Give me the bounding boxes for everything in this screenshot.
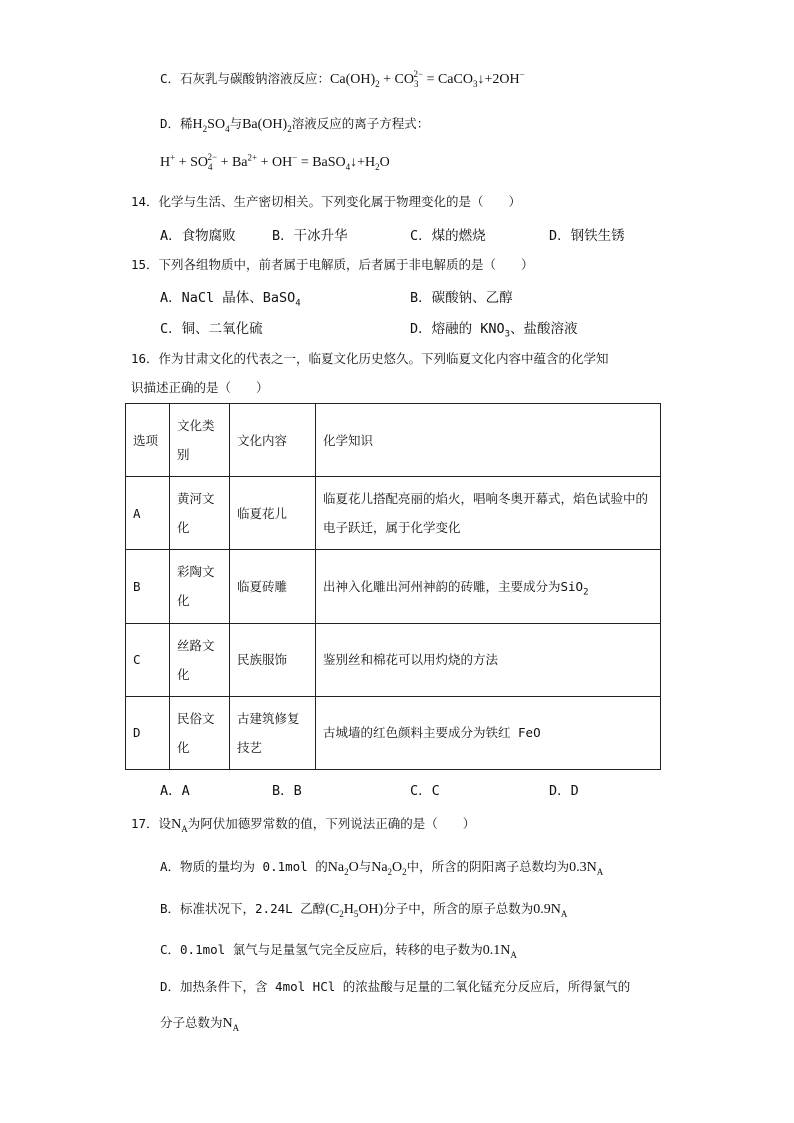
q16-option-a: A．A <box>160 783 190 799</box>
q13-d-prefix: D．稀 <box>160 116 193 131</box>
row-option: A <box>126 477 170 550</box>
header-category: 文化类别 <box>170 404 230 477</box>
q17-option-d-line1: D．加热条件下，含 4mol HCl 的浓盐酸与足量的二氧化锰充分反应后，所得氯气的 <box>160 979 631 994</box>
q13-c-text: C．石灰乳与碳酸钠溶液反应： <box>160 71 331 86</box>
q15-option-c: C．铜、二氧化硫 <box>160 321 263 337</box>
q16-option-b: B．B <box>272 783 302 799</box>
q14-option-a: A．食物腐败 <box>160 228 236 244</box>
q17-option-a: A．物质的量均为 0.1mol 的$Na_2O$与$Na_2O_2$中，所含的阴阳离子总数均为$0.3N_A$ <box>160 859 604 877</box>
q13-c-equation: $Ca(OH)_2 + CO_3^{2-}$ = CaCO$_3$↓+2OH− <box>330 69 525 89</box>
q13-d-mid: 与 <box>229 116 243 131</box>
q14-option-c: C．煤的燃烧 <box>410 228 486 244</box>
q13-d-h2so4: $H_2SO_4$ <box>192 117 230 134</box>
q14-option-d: D．钢铁生锈 <box>549 228 625 244</box>
q16-table <box>125 403 661 770</box>
row-category: 黄河文化 <box>170 477 230 550</box>
q17-option-c: C．0.1mol 氯气与足量氢气完全反应后，转移的电子数为$0.1N_A$ <box>160 942 517 960</box>
row-knowledge: 鉴别丝和棉花可以用灼烧的方法 <box>316 623 661 696</box>
q16-option-c: C．C <box>410 783 440 799</box>
table-row <box>126 696 661 769</box>
q15-option-a: A．NaCl 晶体、BaSO$_4$ <box>160 290 301 309</box>
row-category: 彩陶文化 <box>170 550 230 623</box>
table-row <box>126 550 661 623</box>
q15-option-d: D．熔融的 $KNO_3$、盐酸溶液 <box>410 321 578 340</box>
header-content: 文化内容 <box>230 404 316 477</box>
table-row <box>126 477 661 550</box>
row-knowledge: 古城墙的红色颜料主要成分为铁红 FeO <box>316 696 661 769</box>
row-category: 民俗文化 <box>170 696 230 769</box>
q13-option-d <box>160 114 429 135</box>
row-option: C <box>126 623 170 696</box>
q17-option-d-line2: 分子总数为$N_A$ <box>160 1015 240 1033</box>
row-content: 古建筑修复技艺 <box>230 696 316 769</box>
table-row <box>126 623 661 696</box>
row-content: 临夏花儿 <box>230 477 316 550</box>
row-knowledge: 出神入化雕出河州神韵的砖雕，主要成分为SiO$_2$ <box>316 550 661 623</box>
row-category: 丝路文化 <box>170 623 230 696</box>
q17-option-b: B．标准状况下，2.24L 乙醇$(C_2H_5OH)$分子中，所含的原子总数为$0.9N_A$ <box>160 901 568 919</box>
q13-d-suffix: 溶液反应的离子方程式： <box>291 116 430 131</box>
q14-stem: 14．化学与生活、生产密切相关。下列变化属于物理变化的是（ ） <box>131 194 522 209</box>
row-knowledge: 临夏花儿搭配亮丽的焰火，唱响冬奥开幕式，焰色试验中的电子跃迁，属于化学变化 <box>316 477 661 550</box>
row-content: 民族服饰 <box>230 623 316 696</box>
q15-option-b: B．碳酸钠、乙醇 <box>410 290 513 306</box>
q15-stem: 15．下列各组物质中，前者属于电解质，后者属于非电解质的是（ ） <box>131 257 534 272</box>
q14-option-b: B．干冰升华 <box>272 228 348 244</box>
q13-option-c <box>160 69 525 90</box>
table-header-row <box>126 404 661 477</box>
q13-d-baoh2: $Ba(OH)_2$ <box>242 117 292 134</box>
q16-stem-line1: 16．作为甘肃文化的代表之一，临夏文化历史悠久。下列临夏文化内容中蕴含的化学知 <box>131 351 609 366</box>
row-option: B <box>126 550 170 623</box>
q16-option-d: D．D <box>549 783 579 799</box>
header-knowledge: 化学知识 <box>316 404 661 477</box>
q17-stem: 17．设$N_A$为阿伏加德罗常数的值，下列说法正确的是（ ） <box>131 816 476 834</box>
q16-stem-line2: 识描述正确的是（ ） <box>131 380 269 395</box>
q13-d-equation: $H^+ + SO_4^{2-} + Ba^{2+} + OH^-$ = $BaSO_4↓+H_2O$ <box>160 152 390 172</box>
row-option: D <box>126 696 170 769</box>
header-option: 选项 <box>126 404 170 477</box>
row-content: 临夏砖雕 <box>230 550 316 623</box>
